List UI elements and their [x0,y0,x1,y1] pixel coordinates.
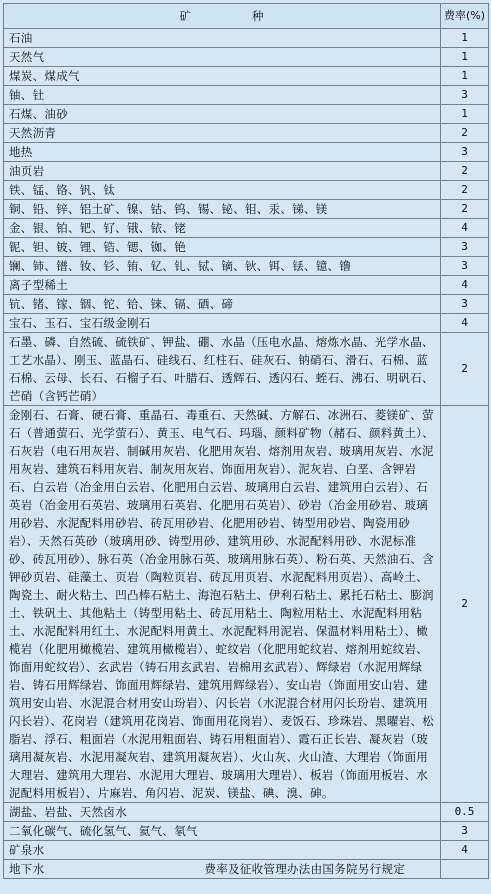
mineral-name: 铁、锰、铬、钒、钛 [4,181,441,200]
mineral-name: 铜、铅、锌、铝土矿、镍、钴、钨、锡、铋、钼、汞、锑、镁 [4,200,441,219]
fee-rate: 4 [441,276,489,295]
table-row [4,124,489,143]
table-row [4,295,489,314]
table-row [4,257,489,276]
mineral-name: 石油 [4,29,441,48]
fee-rate: 3 [441,257,489,276]
fee-rate: 3 [441,143,489,162]
fee-rate: 4 [441,314,489,333]
fee-rate: 2 [441,200,489,219]
fee-rate: 3 [441,295,489,314]
table-row [4,162,489,181]
header-mineral: 矿 种 [4,4,441,29]
fee-rate: 2 [441,124,489,143]
fee-rate: 2 [441,162,489,181]
fee-rate: 2 [441,333,489,406]
mineral-name: 油页岩 [4,162,441,181]
mineral-name: 离子型稀土 [4,276,441,295]
table-row [4,333,489,406]
table-row [4,276,489,295]
mineral-name: 石煤、油砂 [4,105,441,124]
table-row-groundwater [4,860,489,879]
mineral-name: 镧、铈、镨、钕、钐、铕、钇、钆、铽、镝、钬、铒、铥、镱、镥 [4,257,441,276]
mineral-name: 钪、锗、镓、铟、铊、铪、铼、镉、硒、碲 [4,295,441,314]
table-row [4,841,489,860]
mineral-name: 湖盐、岩盐、天然卤水 [4,803,441,822]
fee-rate: 2 [441,181,489,200]
mineral-name: 石墨、磷、自然硫、硫铁矿、钾盐、硼、水晶（压电水晶、熔炼水晶、光学水晶、工艺水晶）、刚玉、蓝晶石、硅线石、红柱石、硅灰石、钠硝石、滑石、石棉、蓝石棉、云母、长石、石榴子石、叶腊石、透辉石、透闪石、蛭石、沸石、明矾石、芒硝（含钙芒硝） [4,333,441,406]
table-row [4,29,489,48]
table-row [4,143,489,162]
mineral-name: 铌、钽、铍、锂、锆、锶、铷、铯 [4,238,441,257]
table-header-row [4,4,489,29]
fee-rate: 4 [441,841,489,860]
table-row [4,314,489,333]
table-body [4,29,489,860]
rate-empty [441,860,489,879]
table-row [4,86,489,105]
table-row [4,48,489,67]
fee-rate: 0.5 [441,803,489,822]
table-row [4,181,489,200]
header-rate: 费率(%) [441,4,489,29]
mineral-name: 地热 [4,143,441,162]
mineral-name: 二氧化碳气、硫化氢气、氦气、氡气 [4,822,441,841]
fee-rate: 3 [441,238,489,257]
fee-rate: 4 [441,219,489,238]
fee-rate: 1 [441,67,489,86]
mineral-name: 金刚石、石膏、硬石膏、重晶石、毒重石、天然碱、方解石、冰洲石、菱镁矿、萤石（普通萤石、光学萤石）、黄玉、电气石、玛瑙、颜料矿物（赭石、颜料黄土）、石灰岩（电石用灰岩、制碱用灰岩、化肥用灰岩、熔剂用灰岩、玻璃用灰岩、水泥用灰岩、建筑石料用灰岩、制灰用灰岩、饰面用灰岩）、泥灰岩、白垩、含钾岩石、白云岩（冶金用白云岩、化肥用白云岩、玻璃用白云岩、建筑用白云岩）、石英岩（冶金用石英岩、玻璃用石英岩、化肥用石英岩）、砂岩（冶金用砂岩、玻璃用砂岩、水泥配料用砂岩、砖瓦用砂岩、化肥用砂岩、铸型用砂岩、陶瓷用砂岩）、天然石英砂（玻璃用砂、铸型用砂、建筑用砂、水泥配料用砂、水泥标准砂、砖瓦用砂）、脉石英（冶金用脉石英、玻璃用脉石英）、粉石英、天然油石、含钾砂页岩、硅藻土、页岩（陶粒页岩、砖瓦用页岩、水泥配料用页岩）、高岭土、陶瓷土、耐火粘土、凹凸棒石粘土、海泡石粘土、伊利石粘土、累托石粘土、膨润土、铁矾土、其他粘土（铸型用粘土、砖瓦用粘土、陶粒用粘土、水泥配料用粘土、水泥配料用红土、水泥配料用黄土、水泥配料用泥岩、保温材料用粘土）、橄榄岩（化肥用橄榄岩、建筑用橄榄岩）、蛇纹岩（化肥用蛇纹岩、熔剂用蛇纹岩、饰面用蛇纹岩）、玄武岩（铸石用玄武岩、岩棉用玄武岩）、辉绿岩（水泥用辉绿岩、铸石用辉绿岩、饰面用辉绿岩、建筑用辉绿岩）、安山岩（饰面用安山岩、建筑用安山岩、水泥混合材用安山玢岩）、闪长岩（水泥混合材用闪长玢岩、建筑用闪长岩）、花岗岩（建筑用花岗岩、饰面用花岗岩）、麦饭石、珍珠岩、黑曜岩、松脂岩、浮石、粗面岩（水泥用粗面岩、铸石用粗面岩）、霞石正长岩、凝灰岩（玻璃用凝灰岩、水泥用凝灰岩、建筑用凝灰岩）、火山灰、火山渣、大理岩（饰面用大理岩、建筑用大理岩、水泥用大理岩、玻璃用大理岩）、板岩（饰面用板岩、水泥配料用板岩）、片麻岩、角闪岩、泥炭、镁盐、碘、溴、砷。 [4,406,441,803]
table-row [4,105,489,124]
fee-rate: 1 [441,48,489,67]
table-row [4,822,489,841]
fee-rate: 1 [441,105,489,124]
table-row [4,803,489,822]
table-row [4,406,489,803]
fee-rate: 3 [441,86,489,105]
table-row [4,238,489,257]
table-row [4,219,489,238]
fee-rate: 1 [441,29,489,48]
mineral-fee-rate-table [3,3,489,879]
table-row [4,67,489,86]
fee-rate: 3 [441,822,489,841]
mineral-name: 矿泉水 [4,841,441,860]
mineral-name: 煤炭、煤成气 [4,67,441,86]
mineral-name: 宝石、玉石、宝石级金刚石 [4,314,441,333]
table-row [4,200,489,219]
mineral-name: 铀、钍 [4,86,441,105]
mineral-name: 天然气 [4,48,441,67]
mineral-name: 天然沥青 [4,124,441,143]
mineral-name: 地下水 费率及征收管理办法由国务院另行规定 [4,860,441,879]
mineral-name: 金、银、铂、钯、钌、锇、铱、铑 [4,219,441,238]
fee-rate: 2 [441,406,489,803]
